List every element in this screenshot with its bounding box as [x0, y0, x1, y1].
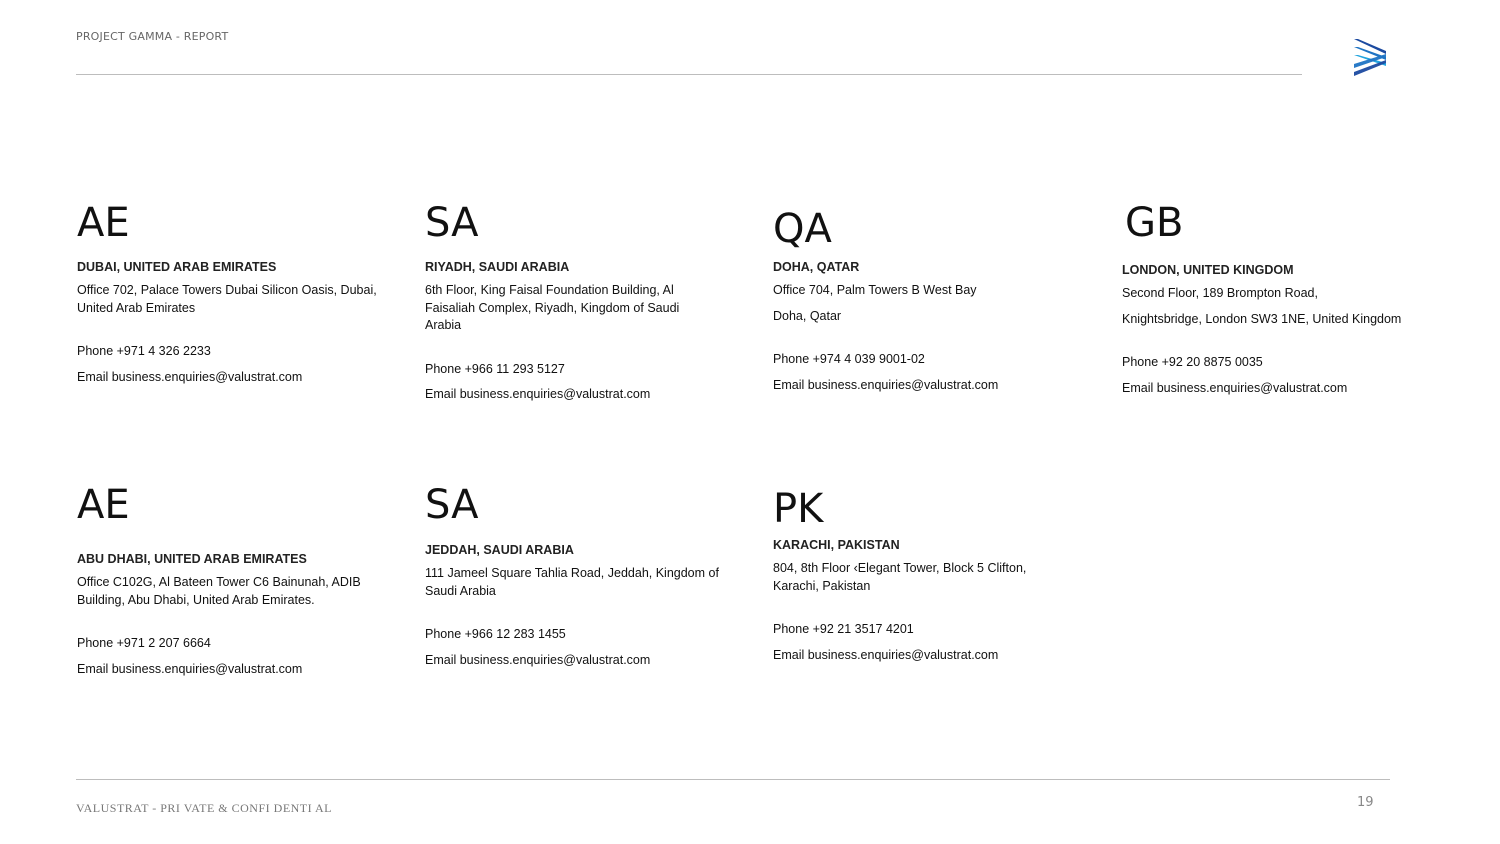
office-email: Email business.enquiries@valustrat.com	[77, 661, 303, 676]
office-phone: Phone +92 21 3517 4201	[773, 622, 914, 636]
country-code: SA	[425, 200, 479, 246]
country-code: GB	[1125, 200, 1184, 246]
office-jeddah	[425, 482, 725, 669]
office-address: Office 704, Palm Towers B West Bay	[773, 283, 977, 297]
report-header-label: PROJECT GAMMA - REPORT	[76, 30, 229, 43]
office-address: 804, 8th Floor ‹Elegant Tower, Block 5 Clifton, Karachi, Pakistan	[773, 561, 1027, 593]
office-karachi	[773, 486, 1073, 664]
office-city: LONDON, UNITED KINGDOM	[1122, 263, 1294, 277]
office-email: Email business.enquiries@valustrat.com	[425, 652, 651, 667]
office-city: ABU DHABI, UNITED ARAB EMIRATES	[77, 552, 307, 566]
page-number: 19	[1357, 795, 1374, 810]
office-address: 6th Floor, King Faisal Foundation Building, Al Faisaliah Complex, Riyadh, Kingdom of Saudi Arabia	[425, 283, 680, 332]
office-dubai	[77, 200, 377, 386]
office-address-line2: Knightsbridge, London SW3 1NE, United Kingdom	[1122, 311, 1402, 326]
office-city: JEDDAH, SAUDI ARABIA	[425, 543, 574, 557]
office-london	[1122, 200, 1422, 397]
office-phone: Phone +966 11 293 5127	[425, 361, 565, 376]
confidentiality-label: VALUSTRAT - PRI VATE & CONFI DENTI AL	[76, 801, 332, 815]
office-phone: Phone +92 20 8875 0035	[1122, 355, 1263, 369]
office-email: Email business.enquiries@valustrat.com	[77, 369, 303, 384]
office-city: RIYADH, SAUDI ARABIA	[425, 260, 570, 274]
office-city: DOHA, QATAR	[773, 260, 860, 274]
country-code: QA	[773, 206, 832, 252]
header-divider	[76, 74, 1302, 75]
office-riyadh	[425, 200, 725, 404]
office-phone: Phone +971 4 326 2233	[77, 344, 211, 358]
company-logo-icon	[1352, 38, 1388, 78]
office-email: Email business.enquiries@valustrat.com	[773, 377, 999, 392]
office-email: Email business.enquiries@valustrat.com	[773, 647, 999, 662]
office-phone: Phone +966 12 283 1455	[425, 627, 566, 641]
office-address: Office 702, Palace Towers Dubai Silicon Oasis, Dubai, United Arab Emirates	[77, 283, 377, 315]
country-code: AE	[77, 482, 130, 528]
office-phone: Phone +971 2 207 6664	[77, 636, 211, 650]
office-address: Office C102G, Al Bateen Tower C6 Bainunah, ADIB Building, Abu Dhabi, United Arab Emirates.	[77, 575, 361, 607]
office-phone: Phone +974 4 039 9001-02	[773, 352, 925, 366]
office-city: DUBAI, UNITED ARAB EMIRATES	[77, 260, 277, 274]
country-code: AE	[77, 200, 130, 246]
footer-divider	[76, 779, 1390, 780]
country-code: PK	[773, 486, 824, 532]
office-email: Email business.enquiries@valustrat.com	[1122, 380, 1348, 395]
office-address-line2: Doha, Qatar	[773, 308, 842, 323]
office-address: 111 Jameel Square Tahlia Road, Jeddah, Kingdom of Saudi Arabia	[425, 566, 719, 598]
office-email: Email business.enquiries@valustrat.com	[425, 387, 651, 401]
office-address: Second Floor, 189 Brompton Road,	[1122, 286, 1318, 300]
office-city: KARACHI, PAKISTAN	[773, 538, 900, 552]
office-abu-dhabi	[77, 482, 377, 678]
country-code: SA	[425, 482, 479, 528]
office-doha	[773, 206, 1073, 394]
